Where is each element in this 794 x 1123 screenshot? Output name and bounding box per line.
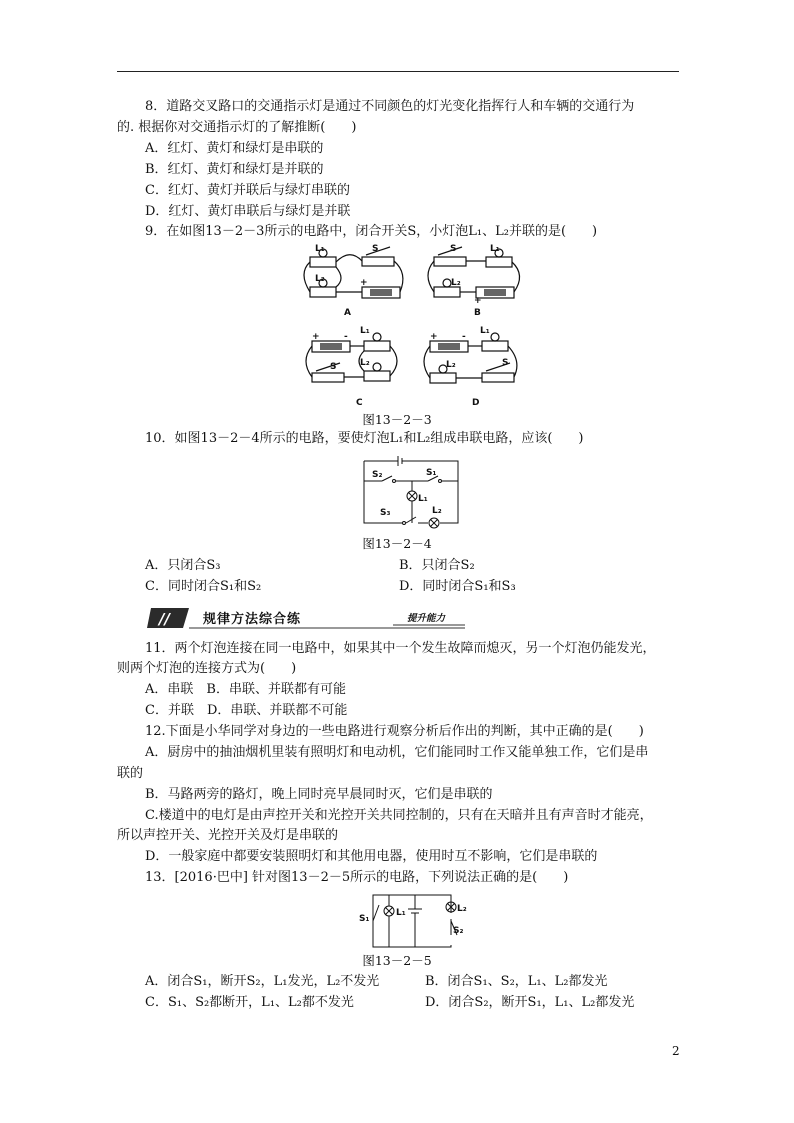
q13-option-d: D．闭合S₂，断开S₁，L₁、L₂都发光: [425, 995, 635, 1010]
q8-option-a: A．红灯、黄灯和绿灯是串联的: [145, 141, 324, 156]
circuit-d-minus-label: -: [462, 332, 466, 342]
page-number: 2: [672, 1044, 680, 1058]
q12-option-a-line2: 联的: [117, 766, 144, 781]
circuit-b-plus-label: +: [474, 296, 482, 306]
circuit-c-diagram: [306, 333, 397, 382]
q11-stem-line1: 11．两个灯泡连接在同一电路中，如果其中一个发生故障而熄灭，另一个灯泡仍能发光，: [145, 641, 656, 656]
q13-option-b: B．闭合S₁、S₂，L₁、L₂都发光: [425, 974, 608, 989]
q10-s1-label: S₁: [426, 468, 437, 478]
circuit-d-switch-label: S: [502, 358, 509, 368]
q10-s2-label: S₂: [372, 470, 383, 480]
q12-option-c-line2: 所以声控开关、光控开关及灯是串联的: [117, 828, 339, 843]
q9-stem: 9．在如图13－2－3所示的电路中，闭合开关S，小灯泡L₁、L₂并联的是( ): [145, 224, 598, 239]
circuit-d-l1-label: L₁: [480, 326, 490, 336]
figure-13-2-5: [357, 891, 469, 951]
section-title: 规律方法综合练: [203, 612, 302, 627]
circuit-b-diagram: [428, 247, 520, 298]
q12-stem: 12.下面是小华同学对身边的一些电路进行观察分析后作出的判断，其中正确的是( ): [145, 724, 644, 739]
q12-option-b: B．马路两旁的路灯，晚上同时亮早晨同时灭，它们是串联的: [145, 787, 493, 802]
circuit-a-switch-label: S: [372, 244, 379, 254]
circuit-c-plus-label: +: [312, 332, 320, 342]
q8-option-d: D．红灯、黄灯串联后与绿灯是并联: [145, 204, 351, 219]
circuit-c-minus-label: -: [344, 332, 348, 342]
section-subtitle: 提升能力: [407, 613, 446, 624]
q10-l1-label: L₁: [418, 494, 428, 504]
circuit-c-label: C: [356, 398, 363, 408]
q13-s1-label: S₁: [359, 914, 370, 924]
circuit-a-l2-label: L₂: [315, 274, 325, 284]
q13-option-a: A．闭合S₁，断开S₂，L₁发光，L₂不发光: [145, 974, 380, 989]
circuit-a-plus-label: +: [360, 278, 368, 288]
circuit-d-l2-label: L₂: [446, 360, 456, 370]
q10-s3-label: S₃: [380, 508, 391, 518]
q10-option-c: C．同时闭合S₁和S₂: [145, 579, 262, 594]
q11-options-cd: C．并联 D．串联、并联都不可能: [145, 703, 348, 718]
q11-options-ab: A．串联 B．串联、并联都有可能: [145, 682, 346, 697]
q10-l2-label: L₂: [432, 506, 442, 516]
q13-stem: 13．[2016·巴中] 针对图13－2－5所示的电路，下列说法正确的是( ): [145, 870, 569, 885]
q8-stem-line2: 的. 根据你对交通指示灯的了解推断( ): [117, 120, 357, 135]
circuit-d-label: D: [472, 398, 480, 408]
circuit-b-l2-label: L₂: [451, 278, 461, 288]
q10-option-b: B．只闭合S₂: [399, 558, 475, 573]
q13-option-c: C．S₁、S₂都断开，L₁、L₂都不发光: [145, 995, 354, 1010]
figure-13-2-3: [290, 243, 530, 413]
circuit-b-l1-label: L₁: [490, 244, 500, 254]
q12-option-c-line1: C.楼道中的电灯是由声控开关和光控开关共同控制的，只有在天暗并且有声音时才能亮，: [145, 808, 653, 823]
circuit-b-label: B: [474, 308, 481, 318]
header-rule: [117, 71, 679, 72]
circuit-b-switch-label: S: [450, 244, 457, 254]
circuit-a-label: A: [344, 308, 351, 318]
q8-option-c: C．红灯、黄灯并联后与绿灯串联的: [145, 183, 350, 198]
q13-s2-label: S₂: [453, 926, 464, 936]
section-banner: [147, 605, 467, 631]
q10-option-d: D．同时闭合S₁和S₃: [399, 579, 516, 594]
q8-option-b: B．红灯、黄灯和绿灯是并联的: [145, 162, 324, 177]
q13-l2-label: L₂: [457, 904, 467, 914]
q8-stem-line1: 8．道路交叉路口的交通指示灯是通过不同颜色的灯光变化指挥行人和车辆的交通行为: [145, 99, 635, 114]
figure-13-2-4-caption: 图13－2－4: [362, 536, 432, 551]
circuit-a-l1-label: L₁: [315, 244, 325, 254]
q12-option-a-line1: A．厨房中的抽油烟机里装有照明灯和电动机，它们能同时工作又能单独工作，它们是串: [145, 745, 649, 760]
q10-option-a: A．只闭合S₃: [145, 558, 221, 573]
q13-l1-label: L₁: [396, 908, 406, 918]
circuit-d-plus-label: +: [430, 332, 438, 342]
figure-13-2-4: [362, 455, 462, 531]
q12-option-d: D．一般家庭中都要安装照明灯和其他用电器，使用时互不影响，它们是串联的: [145, 849, 598, 864]
circuit-c-l2-label: L₂: [360, 358, 370, 368]
circuit-a-diagram: [304, 247, 403, 298]
svg-text://: //: [159, 610, 170, 628]
figure-13-2-5-caption: 图13－2－5: [362, 953, 432, 968]
circuit-c-l1-label: L₁: [360, 326, 370, 336]
figure-13-2-3-caption: 图13－2－3: [362, 412, 432, 427]
q10-stem: 10．如图13－2－4所示的电路，要使灯泡L₁和L₂组成串联电路，应该( ): [145, 431, 584, 446]
circuit-c-switch-label: S: [330, 362, 337, 372]
q11-stem-line2: 则两个灯泡的连接方式为( ): [117, 661, 297, 676]
